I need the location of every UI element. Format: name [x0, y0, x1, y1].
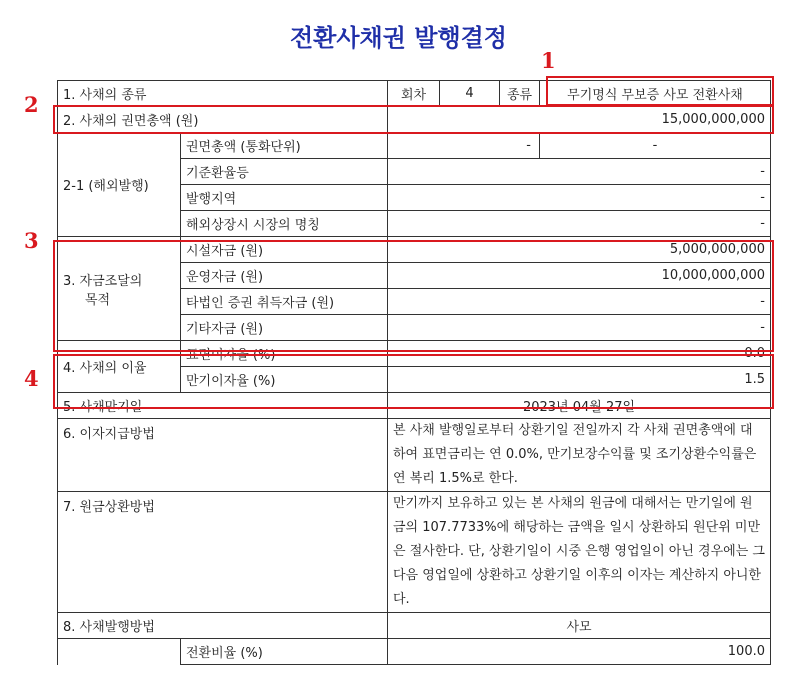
overseas-face-value-2: - — [540, 133, 771, 159]
row-interest-payment — [58, 419, 771, 492]
bond-type-label: 1. 사채의 종류 — [58, 81, 388, 107]
principal-repayment-value: 만기까지 보유하고 있는 본 사채의 원금에 대해서는 만기일에 원금의 107.7733%에 해당하는 금액을 일시 상환하되 원단위 미만은 절사한다. 단, 상환기일이 시중 은행 영업일이 아닌 경우에는 그 다음 영업일에 상환하고 상환기일 이후의 이자는 계산하지 아니한다. — [388, 492, 771, 613]
maturity-date-value: 2023년 04월 27일 — [388, 393, 771, 419]
interest-rate-label: 4. 사채의 이율 — [58, 341, 181, 393]
interest-payment-value: 본 사채 발행일로부터 상환기일 전일까지 각 사채 권면총액에 대하여 표면금리는 연 0.0%, 만기보장수익률 및 조기상환수익률은 연 복리 1.5%로 한다. — [388, 419, 771, 492]
marker-1: 1 — [541, 48, 556, 73]
market-label: 해외상장시 시장의 명칭 — [181, 211, 388, 237]
overseas-label: 2-1 (해외발행) — [58, 133, 181, 237]
operating-fund-label: 운영자금 (원) — [181, 263, 388, 289]
highlight-box-3 — [53, 240, 774, 352]
page-title: 전환사채권 발행결정 — [289, 23, 507, 52]
highlight-box-1 — [546, 76, 774, 106]
acquisition-fund-value: - — [388, 289, 771, 315]
overseas-face-value-1: - — [388, 133, 540, 159]
region-label: 발행지역 — [181, 185, 388, 211]
highlight-box-2 — [53, 105, 774, 134]
region-value: - — [388, 185, 771, 211]
other-fund-value: - — [388, 315, 771, 341]
facility-fund-label: 시설자금 (원) — [181, 237, 388, 263]
other-fund-label: 기타자금 (원) — [181, 315, 388, 341]
maturity-rate-label: 만기이자율 (%) — [181, 367, 388, 393]
row-conversion-ratio — [58, 639, 771, 665]
type-label: 종류 — [500, 81, 540, 107]
overseas-face-label: 권면총액 (통화단위) — [181, 133, 388, 159]
issue-method-value: 사모 — [388, 613, 771, 639]
marker-4: 4 — [24, 366, 39, 391]
maturity-date-label: 5. 사채만기일 — [58, 393, 388, 419]
face-total-value: 15,000,000,000 — [388, 107, 771, 133]
funding-purpose-line-1: 3. 자금조달의 — [63, 273, 143, 289]
conversion-ratio-value: 100.0 — [388, 639, 771, 665]
row-principal-repayment — [58, 492, 771, 613]
interest-payment-label: 6. 이자지급방법 — [58, 419, 388, 492]
coupon-rate-label: 표면이자율 (%) — [181, 341, 388, 367]
issue-method-label: 8. 사채발행방법 — [58, 613, 388, 639]
round-value: 4 — [440, 81, 500, 107]
round-label: 회차 — [388, 81, 440, 107]
highlight-box-4 — [53, 354, 774, 409]
marker-2: 2 — [24, 92, 39, 117]
funding-purpose-line-2: 목적 — [85, 292, 111, 308]
fx-value: - — [388, 159, 771, 185]
marker-3: 3 — [24, 228, 39, 253]
fx-label: 기준환율등 — [181, 159, 388, 185]
face-total-label: 2. 사채의 권면총액 (원) — [58, 107, 388, 133]
market-value: - — [388, 211, 771, 237]
row-overseas-face — [58, 133, 771, 159]
maturity-rate-value: 1.5 — [388, 367, 771, 393]
facility-fund-value: 5,000,000,000 — [388, 237, 771, 263]
conversion-blank-cell — [58, 639, 181, 665]
row-issue-method — [58, 613, 771, 639]
type-value: 무기명식 무보증 사모 전환사채 — [540, 81, 771, 107]
acquisition-fund-label: 타법인 증권 취득자금 (원) — [181, 289, 388, 315]
operating-fund-value: 10,000,000,000 — [388, 263, 771, 289]
principal-repayment-label: 7. 원금상환방법 — [58, 492, 388, 613]
conversion-ratio-label: 전환비율 (%) — [181, 639, 388, 665]
coupon-rate-value: 0.0 — [388, 341, 771, 367]
